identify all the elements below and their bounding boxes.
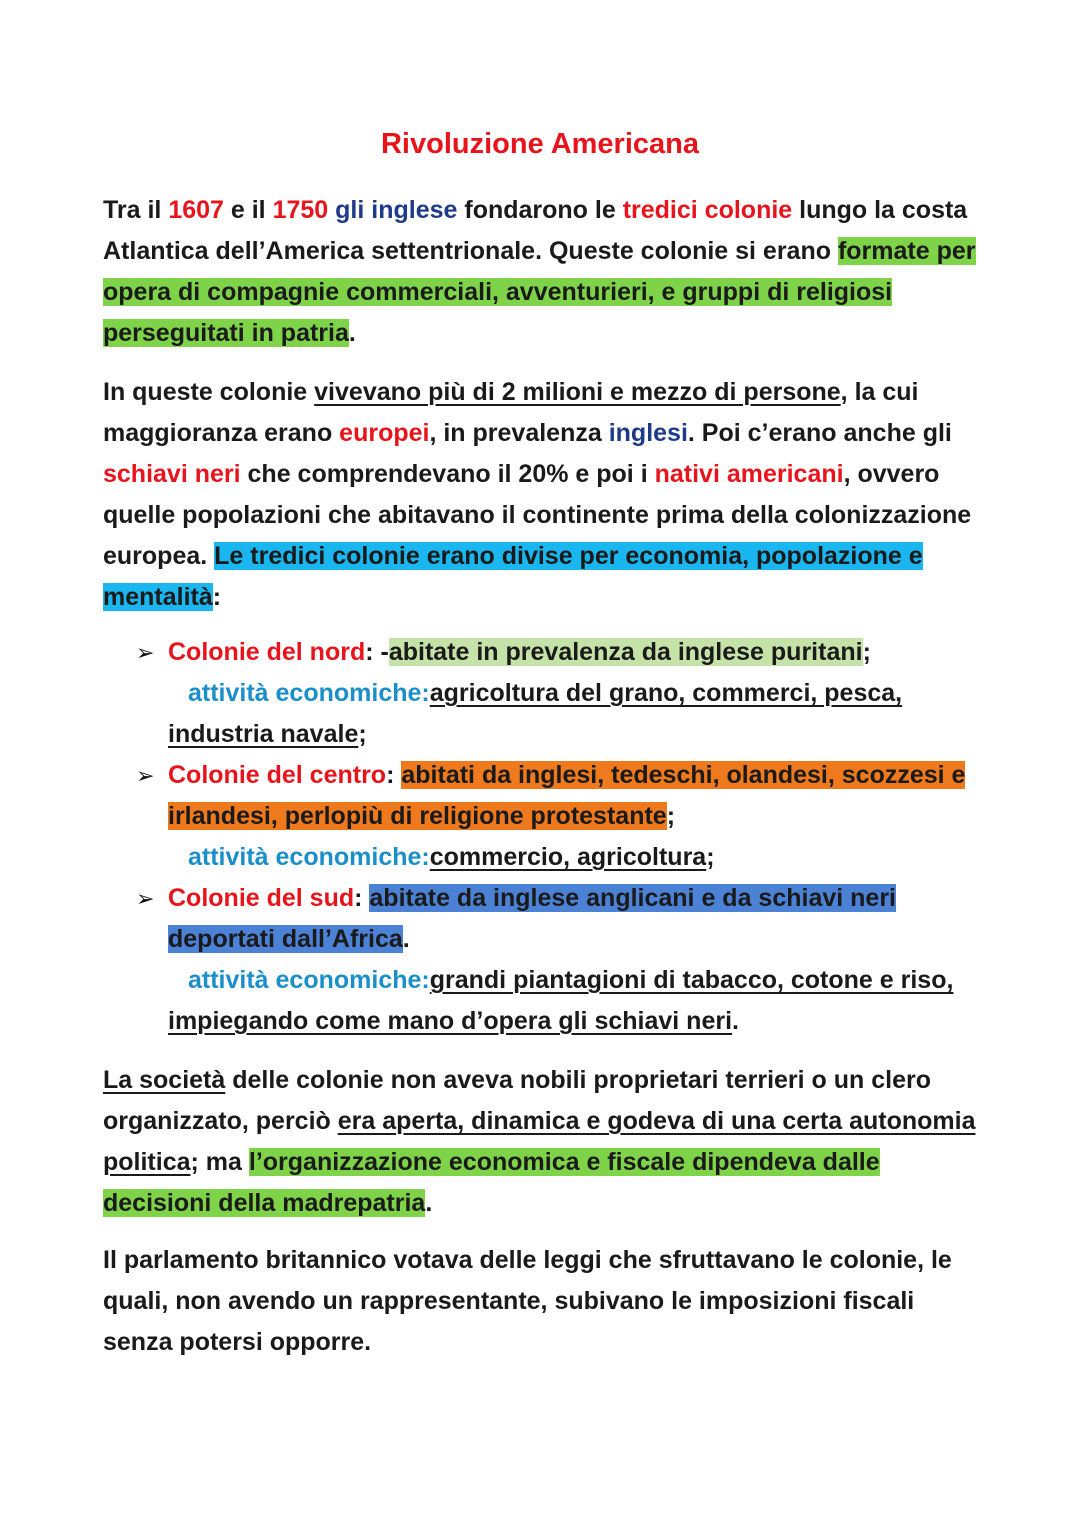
year-1607: 1607 bbox=[168, 196, 224, 224]
text: ; bbox=[862, 638, 871, 666]
text: , in prevalenza bbox=[429, 419, 609, 447]
paragraph-population bbox=[103, 372, 983, 618]
text: lungo la costa Atlantica dell’America settentrionale. Queste colonie si erano bbox=[103, 196, 968, 265]
highlight-cyan: Le tredici colonie erano divise per economia, popolazione e mentalità bbox=[103, 542, 923, 611]
text: . bbox=[425, 1189, 433, 1217]
keyword-inglesi: inglesi bbox=[608, 419, 688, 447]
paragraph-colonies-founding bbox=[103, 190, 983, 354]
text: In queste colonie bbox=[103, 378, 315, 406]
text: fondarono le bbox=[457, 196, 623, 224]
text: . bbox=[348, 319, 356, 347]
text: : bbox=[386, 761, 402, 789]
colonies-list bbox=[103, 632, 983, 1042]
highlight-green: formate per opera di compagnie commerciali, avventurieri, e gruppi di religiosi perseguitati in patria bbox=[103, 237, 976, 347]
text: e il bbox=[223, 196, 273, 224]
arrow-bullet-icon: ➢ bbox=[136, 763, 155, 788]
text: ; bbox=[706, 843, 715, 871]
highlight-steel-blue: abitate da inglese anglicani e da schiavi neri deportati dall’Africa bbox=[168, 884, 896, 953]
colony-name: Colonie del sud bbox=[168, 884, 355, 912]
list-item-nord bbox=[103, 632, 983, 755]
colony-name: Colonie del nord bbox=[168, 638, 366, 666]
underlined-text: La società bbox=[103, 1066, 226, 1094]
highlight-green: l’organizzazione economica e fiscale dipendeva dalle decisioni della madrepatria bbox=[103, 1148, 880, 1217]
year-1750: 1750 bbox=[272, 196, 329, 224]
text: , ovvero quelle popolazioni che abitavano il continente prima della colonizzazione europea. bbox=[103, 460, 972, 570]
underlined-text: era aperta, dinamica e godeva di una certa autonomia politica bbox=[103, 1107, 976, 1176]
activity-text: grandi piantagioni di tabacco, cotone e riso, impiegando come mano d’opera gli schiavi neri bbox=[168, 966, 954, 1035]
keyword-tredici-colonie: tredici colonie bbox=[622, 196, 793, 224]
text: . bbox=[732, 1007, 739, 1035]
text: che comprendevano il 20% e poi i bbox=[240, 460, 655, 488]
colony-name: Colonie del centro bbox=[168, 761, 387, 789]
text: , la cui maggioranza erano bbox=[103, 378, 919, 447]
arrow-bullet-icon: ➢ bbox=[136, 640, 155, 665]
underlined-text: vivevano più di 2 milioni e mezzo di persone bbox=[314, 378, 841, 406]
paragraph-society bbox=[103, 1060, 983, 1224]
keyword-inglese: gli inglese bbox=[335, 196, 458, 224]
text: ; bbox=[666, 802, 676, 830]
list-item-centro bbox=[103, 755, 983, 878]
text: . bbox=[402, 925, 410, 953]
text: : bbox=[354, 884, 370, 912]
highlight-pale-green: abitate in prevalenza da inglese puritani bbox=[388, 638, 863, 666]
keyword-nativi-americani: nativi americani bbox=[654, 460, 844, 488]
activity-label: attività economiche: bbox=[188, 843, 430, 871]
activity-label: attività economiche: bbox=[188, 966, 430, 994]
page-title: Rivoluzione Americana bbox=[380, 128, 699, 160]
activity-text: commercio, agricoltura bbox=[429, 843, 707, 871]
text: ; ma bbox=[190, 1148, 249, 1176]
keyword-schiavi-neri: schiavi neri bbox=[103, 460, 241, 488]
keyword-europei: europei bbox=[339, 419, 430, 447]
text: delle colonie non aveva nobili proprietari terrieri o un clero organizzato, perciò bbox=[103, 1066, 932, 1135]
text: ; bbox=[358, 720, 367, 748]
text: Tra il bbox=[103, 196, 169, 224]
arrow-bullet-icon: ➢ bbox=[136, 886, 155, 911]
highlight-orange: abitati da inglesi, tedeschi, olandesi, scozzesi e irlandesi, perlopiù di religione protestante bbox=[168, 761, 966, 830]
paragraph-parliament: Il parlamento britannico votava delle leggi che sfruttavano le colonie, le quali, non avendo un rappresentante, subivano le imposizioni fiscali senza potersi opporre. bbox=[103, 1246, 952, 1356]
text: : bbox=[212, 583, 222, 611]
list-item-sud bbox=[103, 878, 983, 1042]
activity-text: agricoltura del grano, commerci, pesca, industria navale bbox=[168, 679, 903, 748]
text: . Poi c’erano anche gli bbox=[687, 419, 952, 447]
activity-label: attività economiche: bbox=[188, 679, 430, 707]
text: : - bbox=[365, 638, 389, 666]
